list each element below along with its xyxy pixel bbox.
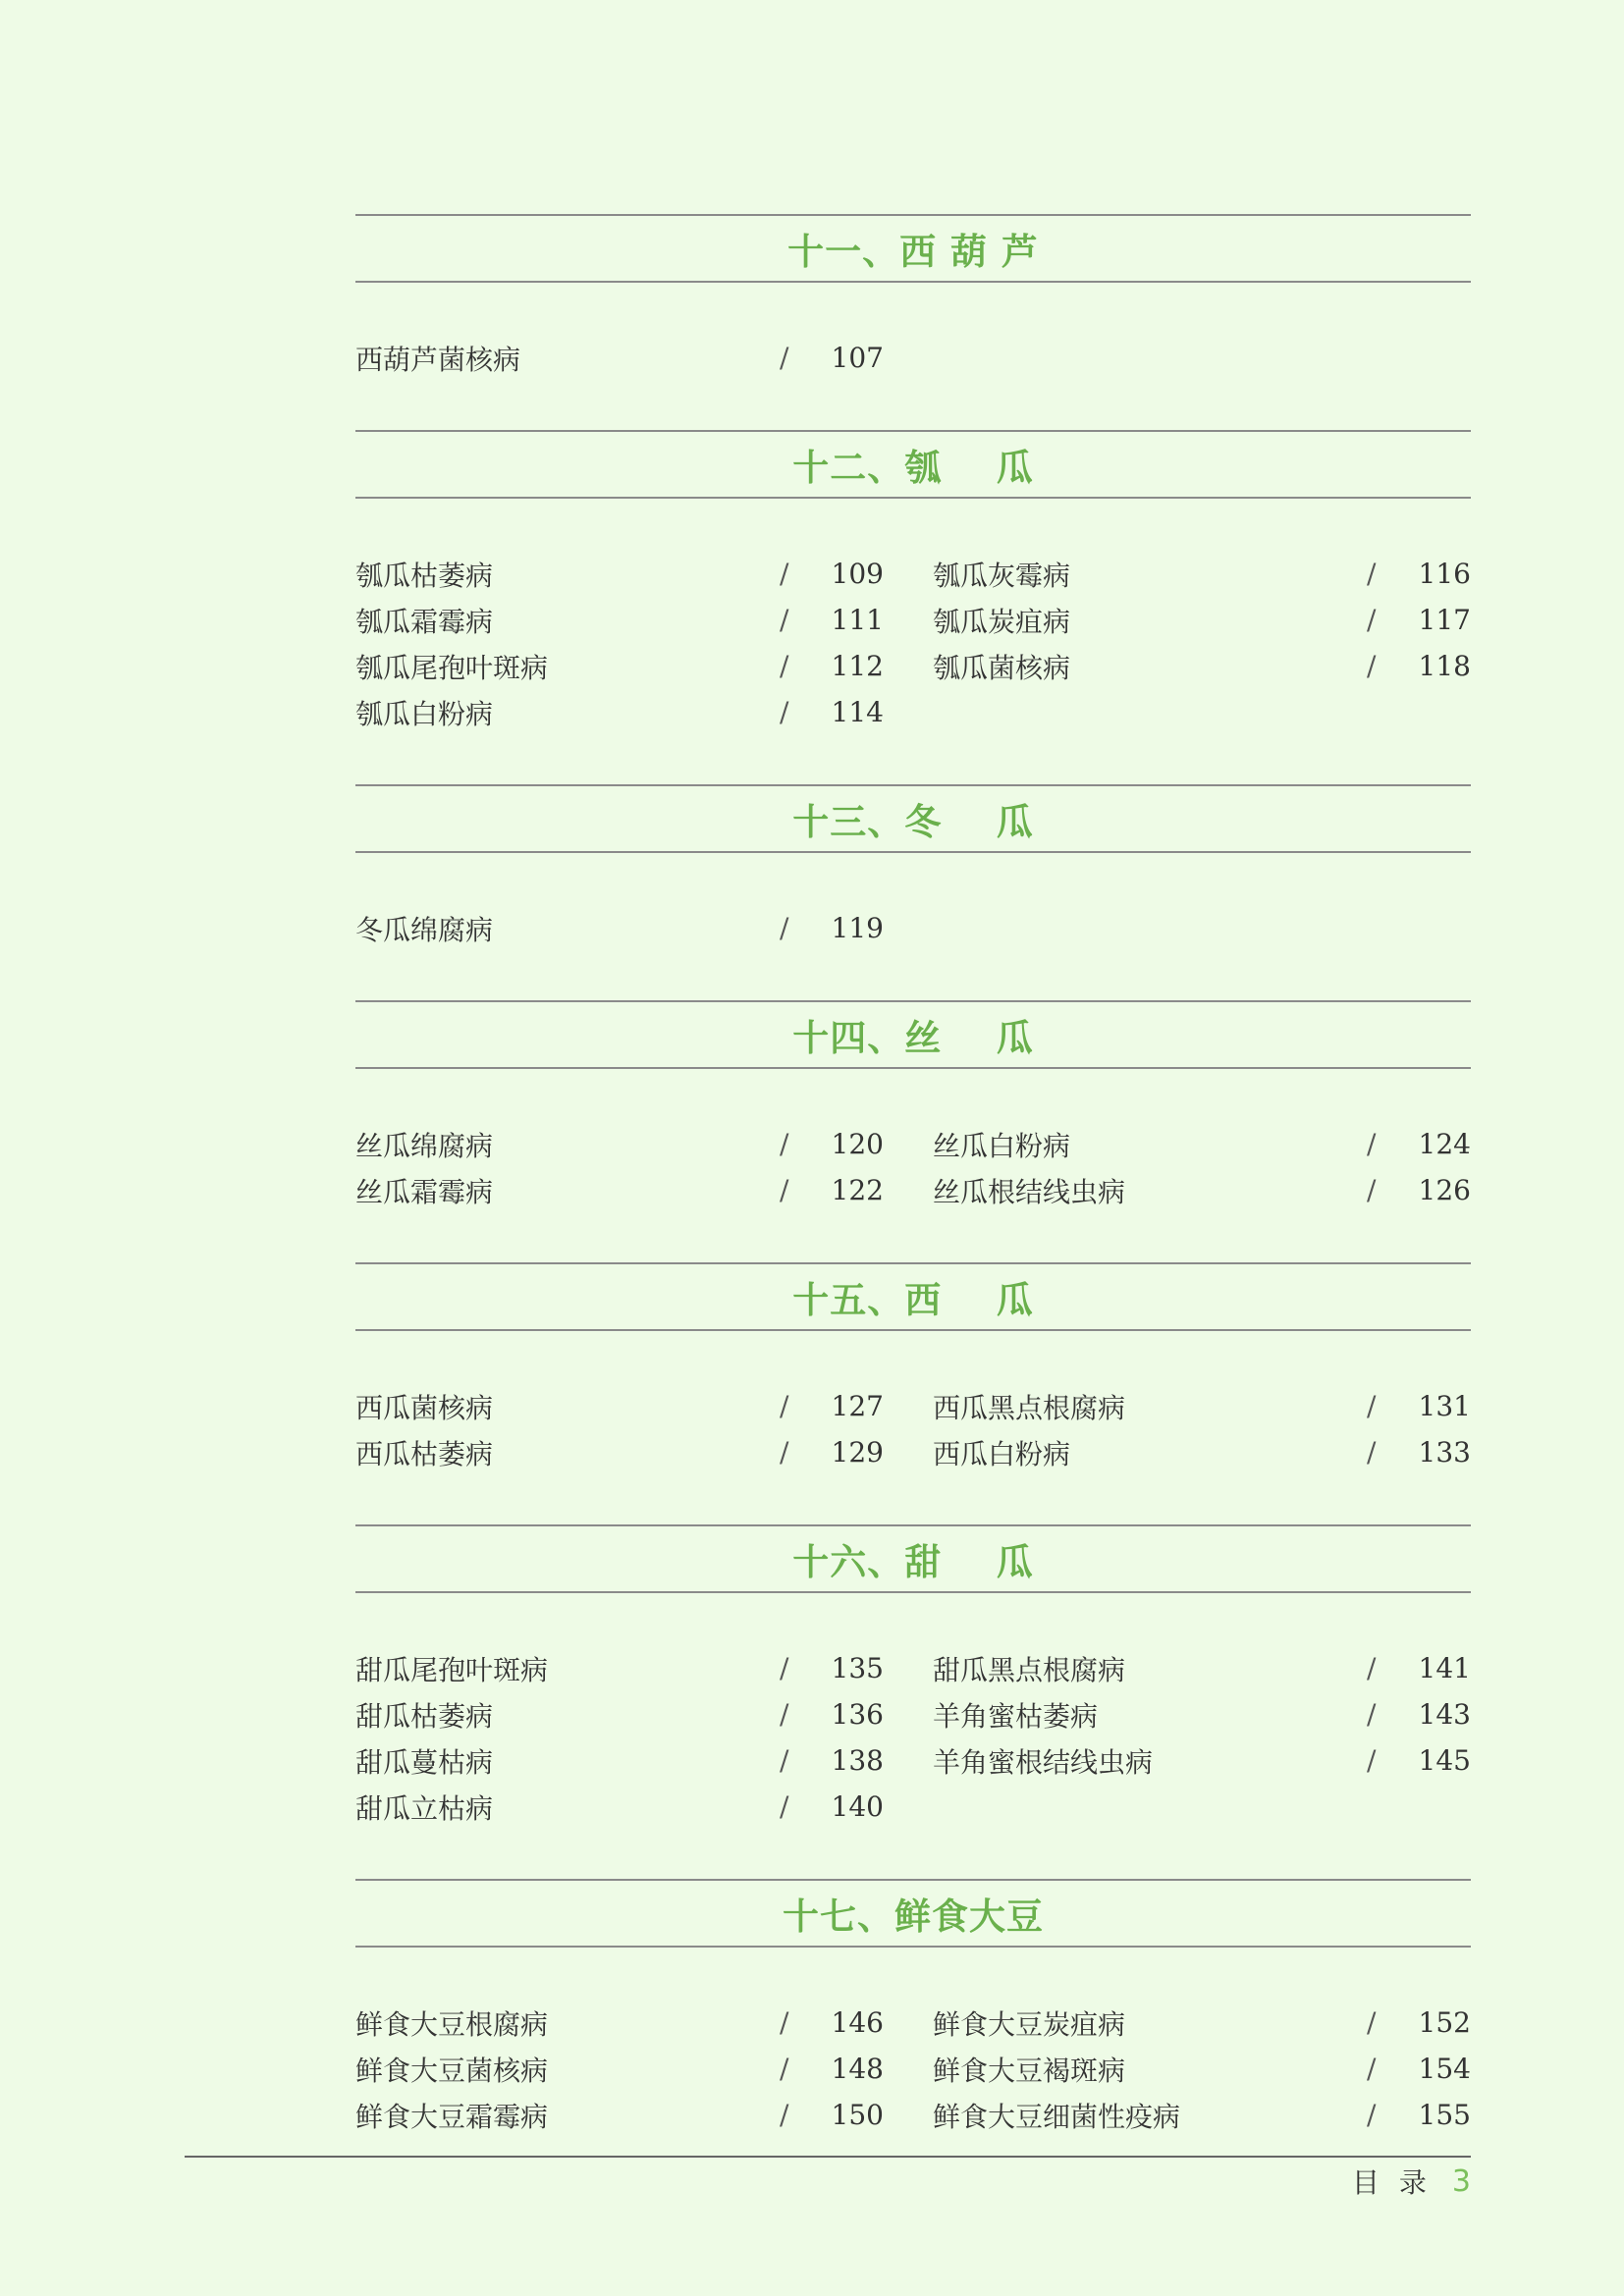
toc-entry[interactable] [933,1383,1471,1429]
toc-entry[interactable] [355,1691,933,1737]
section-header [355,1524,1471,1593]
entry-title: 甜瓜立枯病 [355,1791,494,1825]
entry-page-number: 127 [831,1390,884,1422]
entry-separator: / [780,650,789,682]
entry-title: 羊角蜜根结线虫病 [933,1745,1154,1779]
entry-separator: / [780,1652,789,1684]
entry-page-number: 150 [831,2099,884,2131]
toc-entry[interactable] [933,597,1471,643]
toc-entry[interactable] [933,551,1471,597]
entry-page-number: 152 [1418,2006,1471,2039]
section-title: 十六、甜 瓜 [792,1541,1034,1583]
entry-page-number: 112 [831,650,884,682]
toc-entry[interactable] [355,2046,933,2092]
entry-title: 西瓜菌核病 [355,1391,494,1424]
entry-page-number: 111 [831,604,884,636]
entry-title: 西葫芦菌核病 [355,343,521,376]
entry-separator: / [1367,1744,1377,1777]
toc-section [355,1879,1471,2138]
entry-page-number: 119 [831,912,884,944]
toc-entry[interactable] [933,1167,1471,1213]
entry-title: 鲜食大豆根腐病 [355,2007,549,2041]
entry-separator: / [780,2053,789,2085]
entry-list [355,335,1471,381]
entry-title: 鲜食大豆褐斑病 [933,2054,1126,2087]
entry-separator: / [1367,1698,1377,1731]
toc-entry[interactable] [933,1645,1471,1691]
toc-entry[interactable] [355,1121,933,1167]
footer-divider [185,2156,1471,2158]
entry-title: 瓠瓜灰霉病 [933,559,1071,592]
toc-entry[interactable] [933,2000,1471,2046]
table-of-contents [355,214,1471,2187]
section-title: 十五、西 瓜 [792,1279,1034,1321]
entry-separator: / [1367,650,1377,682]
toc-entry[interactable] [355,1383,933,1429]
toc-entry[interactable] [355,2092,933,2138]
entry-page-number: 138 [831,1744,884,1777]
toc-entry[interactable] [355,597,933,643]
section-header [355,1879,1471,1948]
entry-title: 鲜食大豆炭疽病 [933,2007,1126,2041]
entry-page-number: 129 [831,1436,884,1468]
toc-section [355,1000,1471,1213]
entry-title: 甜瓜黑点根腐病 [933,1653,1126,1686]
entry-separator: / [780,1790,789,1823]
entry-title: 丝瓜根结线虫病 [933,1175,1126,1208]
entry-list [355,905,1471,951]
entry-list [355,1383,1471,1475]
entry-title: 丝瓜霜霉病 [355,1175,494,1208]
entry-page-number: 155 [1418,2099,1471,2131]
toc-entry[interactable] [355,1167,933,1213]
entry-title: 西瓜白粉病 [933,1437,1071,1470]
toc-entry[interactable] [933,1429,1471,1475]
entry-title: 冬瓜绵腐病 [355,913,494,946]
section-header [355,1000,1471,1069]
entry-page-number: 143 [1418,1698,1471,1731]
toc-section [355,430,1471,735]
entry-page-number: 148 [831,2053,884,2085]
section-title: 十二、瓠 瓜 [792,447,1034,489]
entry-page-number: 131 [1418,1390,1471,1422]
toc-entry[interactable] [933,1121,1471,1167]
entry-title: 甜瓜枯萎病 [355,1699,494,1733]
page-number: 3 [1451,2163,1471,2199]
toc-section [355,1262,1471,1475]
entry-list [355,551,1471,735]
entry-title: 瓠瓜菌核病 [933,651,1071,684]
entry-separator: / [1367,1174,1377,1206]
entry-separator: / [1367,1128,1377,1160]
toc-entry[interactable] [355,643,933,689]
page-footer [1352,2162,1471,2201]
section-title: 十四、丝 瓜 [792,1017,1034,1059]
entry-page-number: 126 [1418,1174,1471,1206]
entry-page-number: 118 [1418,650,1471,682]
entry-page-number: 122 [831,1174,884,1206]
entry-list [355,1121,1471,1213]
entry-page-number: 133 [1418,1436,1471,1468]
entry-separator: / [780,1390,789,1422]
toc-entry[interactable] [355,689,933,735]
toc-section [355,214,1471,381]
toc-entry[interactable] [933,2092,1471,2138]
entry-list [355,1645,1471,1830]
entry-title: 甜瓜尾孢叶斑病 [355,1653,549,1686]
entry-separator: / [1367,2053,1377,2085]
entry-title: 鲜食大豆霜霉病 [355,2100,549,2133]
section-header [355,1262,1471,1331]
entry-page-number: 136 [831,1698,884,1731]
entry-separator: / [780,1436,789,1468]
section-header [355,430,1471,499]
entry-separator: / [780,1174,789,1206]
entry-title: 西瓜黑点根腐病 [933,1391,1126,1424]
entry-list [355,2000,1471,2138]
entry-title: 瓠瓜尾孢叶斑病 [355,651,549,684]
entry-page-number: 154 [1418,2053,1471,2085]
entry-title: 瓠瓜霜霉病 [355,605,494,638]
toc-section [355,1524,1471,1830]
toc-entry[interactable] [355,1645,933,1691]
entry-page-number: 140 [831,1790,884,1823]
entry-separator: / [780,1698,789,1731]
toc-entry[interactable] [933,643,1471,689]
entry-separator: / [1367,558,1377,590]
entry-page-number: 117 [1418,604,1471,636]
entry-separator: / [780,1744,789,1777]
entry-title: 鲜食大豆细菌性疫病 [933,2100,1181,2133]
entry-title: 羊角蜜枯萎病 [933,1699,1099,1733]
toc-entry[interactable] [355,335,933,381]
entry-separator: / [780,1128,789,1160]
section-header [355,214,1471,283]
entry-separator: / [1367,1390,1377,1422]
section-header [355,784,1471,853]
entry-page-number: 145 [1418,1744,1471,1777]
entry-separator: / [780,604,789,636]
entry-page-number: 107 [831,342,884,374]
entry-separator: / [1367,2006,1377,2039]
toc-entry[interactable] [355,2000,933,2046]
toc-entry[interactable] [355,1737,933,1784]
entry-separator: / [780,912,789,944]
entry-title: 瓠瓜白粉病 [355,697,494,730]
entry-separator: / [1367,1652,1377,1684]
entry-separator: / [780,342,789,374]
footer-label: 目录 [1351,2166,1446,2199]
entry-page-number: 141 [1418,1652,1471,1684]
toc-entry[interactable] [355,551,933,597]
entry-page-number: 146 [831,2006,884,2039]
entry-separator: / [1367,1436,1377,1468]
toc-entry[interactable] [355,905,933,951]
entry-separator: / [780,558,789,590]
section-title: 十一、西 葫 芦 [787,231,1039,273]
section-title: 十七、鲜食大豆 [783,1896,1044,1938]
entry-separator: / [780,2099,789,2131]
entry-title: 丝瓜白粉病 [933,1129,1071,1162]
entry-title: 甜瓜蔓枯病 [355,1745,494,1779]
toc-entry[interactable] [355,1429,933,1475]
toc-entry[interactable] [933,1691,1471,1737]
entry-title: 鲜食大豆菌核病 [355,2054,549,2087]
entry-separator: / [1367,604,1377,636]
entry-page-number: 135 [831,1652,884,1684]
entry-title: 瓠瓜枯萎病 [355,559,494,592]
toc-entry[interactable] [933,1737,1471,1784]
toc-section [355,784,1471,951]
entry-page-number: 124 [1418,1128,1471,1160]
entry-page-number: 114 [831,696,884,728]
toc-entry[interactable] [355,1784,933,1830]
section-title: 十三、冬 瓜 [792,801,1034,843]
entry-title: 丝瓜绵腐病 [355,1129,494,1162]
entry-separator: / [780,696,789,728]
entry-page-number: 120 [831,1128,884,1160]
entry-title: 西瓜枯萎病 [355,1437,494,1470]
entry-separator: / [1367,2099,1377,2131]
entry-separator: / [780,2006,789,2039]
toc-entry[interactable] [933,2046,1471,2092]
entry-title: 瓠瓜炭疽病 [933,605,1071,638]
entry-page-number: 109 [831,558,884,590]
entry-page-number: 116 [1418,558,1471,590]
